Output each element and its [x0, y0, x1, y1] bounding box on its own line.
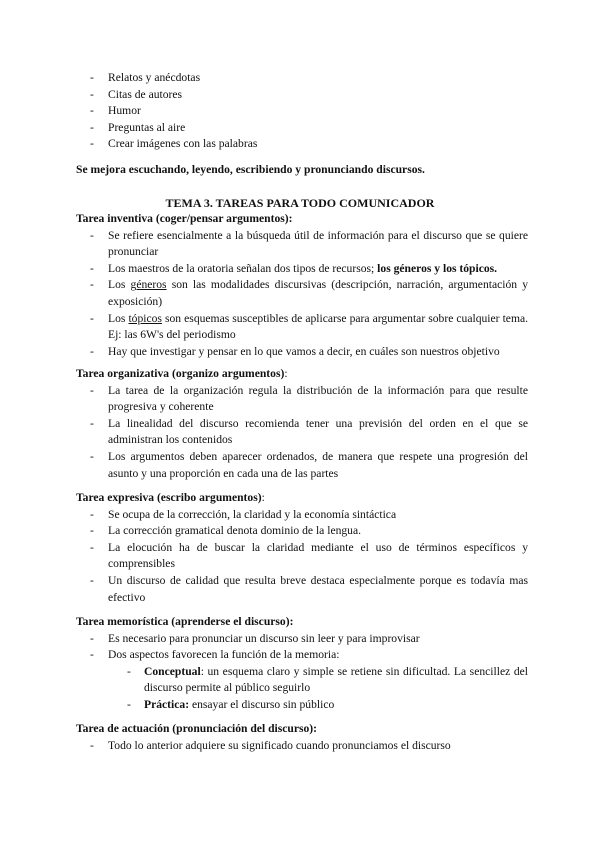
item-text: ensayar el discurso sin público [189, 697, 335, 711]
section-heading-row [76, 490, 528, 507]
list-item [76, 277, 528, 310]
item-text: son esquemas susceptibles de aplicarse para argumentar sobre cualquier tema. Ej: las 6W's del periodismo [108, 311, 529, 342]
inventiva-list [76, 228, 528, 361]
list-item: - Todo lo anterior adquiere su significado cuando pronunciamos el discurso [76, 738, 528, 755]
organizativa-list [76, 383, 528, 483]
item-bold-text: Práctica: [144, 697, 190, 711]
memoristica-sublist [76, 664, 528, 714]
list-item: - La tarea de la organización regula la distribución de la información para que resulte progresiva y coherente [76, 383, 528, 416]
page-title: TEMA 3. TAREAS PARA TODO COMUNICADOR [165, 196, 435, 210]
list-item: - Los argumentos deben aparecer ordenados, de manera que respete una progresión del asunto y una proporción en cada una de las partes [76, 449, 528, 482]
item-text: son las modalidades discursivas (descripción, narración, argumentación y exposición) [108, 278, 528, 308]
section-heading: Tarea de actuación (pronunciación del discurso): [76, 722, 318, 735]
list-item: - Humor [76, 103, 528, 120]
item-text: Los [108, 311, 129, 325]
section-expresiva [76, 490, 528, 606]
heading-suffix: : [261, 491, 265, 504]
list-item [76, 664, 528, 697]
list-item: - Citas de autores [76, 87, 528, 104]
list-item: - Preguntas al aire [76, 120, 528, 137]
list-item [76, 311, 528, 344]
item-text: Los maestros de la oratoria señalan dos tipos de recursos; [108, 261, 378, 275]
item-bold-text: los géneros y los tópicos. [377, 261, 498, 275]
item-bold-text: Conceptual [144, 664, 201, 678]
underlined-term: tópicos [128, 311, 162, 325]
section-organizativa [76, 366, 528, 482]
list-item: - La elocución ha de buscar la claridad mediante el uso de términos específicos y comprensibles [76, 540, 528, 573]
underlined-term: géneros [130, 278, 167, 292]
section-heading: Tarea expresiva (escribo argumentos) [76, 491, 262, 504]
section-heading-row [76, 366, 528, 383]
list-item: - Hay que investigar y pensar en lo que vamos a decir, en cuáles son nuestros objetivo [76, 344, 528, 361]
section-heading: Tarea inventiva (coger/pensar argumentos): [76, 212, 293, 225]
expresiva-list [76, 507, 528, 607]
item-text: : un esquema claro y simple se retiene sin dificultad. La sencillez del discurso permite al público seguirlo [144, 664, 528, 695]
section-inventiva [76, 211, 528, 360]
list-item: - Se refiere esencialmente a la búsqueda útil de información para el discurso que se quiere pronunciar [76, 228, 528, 261]
section-actuacion [76, 721, 528, 754]
intro-list-block [76, 70, 528, 153]
list-item: - Se ocupa de la corrección, la claridad y la economía sintáctica [76, 507, 528, 524]
summary-line: Se mejora escuchando, leyendo, escribiendo y pronunciando discursos. [76, 163, 425, 176]
actuacion-list [76, 738, 528, 755]
list-item: - Dos aspectos favorecen la función de la memoria: [76, 647, 528, 664]
memoristica-list [76, 631, 528, 664]
list-item: - Crear imágenes con las palabras [76, 136, 528, 153]
section-heading: Tarea memorística (aprenderse el discurso): [76, 615, 294, 628]
list-item: - Relatos y anécdotas [76, 70, 528, 87]
list-item: - La linealidad del discurso recomienda tener una previsión del orden en el que se administran los contenidos [76, 416, 528, 449]
list-item: - Es necesario para pronunciar un discurso sin leer y para improvisar [76, 631, 528, 648]
list-item [76, 261, 528, 278]
section-memoristica [76, 614, 528, 714]
section-heading: Tarea organizativa (organizo argumentos) [76, 367, 285, 380]
heading-suffix: : [284, 367, 288, 380]
list-item: - Un discurso de calidad que resulta breve destaca especialmente porque es todavía mas efectivo [76, 573, 528, 606]
list-item [76, 697, 528, 714]
list-item: - La corrección gramatical denota dominio de la lengua. [76, 523, 528, 540]
item-text: Los [108, 278, 131, 292]
intro-list [76, 70, 528, 153]
